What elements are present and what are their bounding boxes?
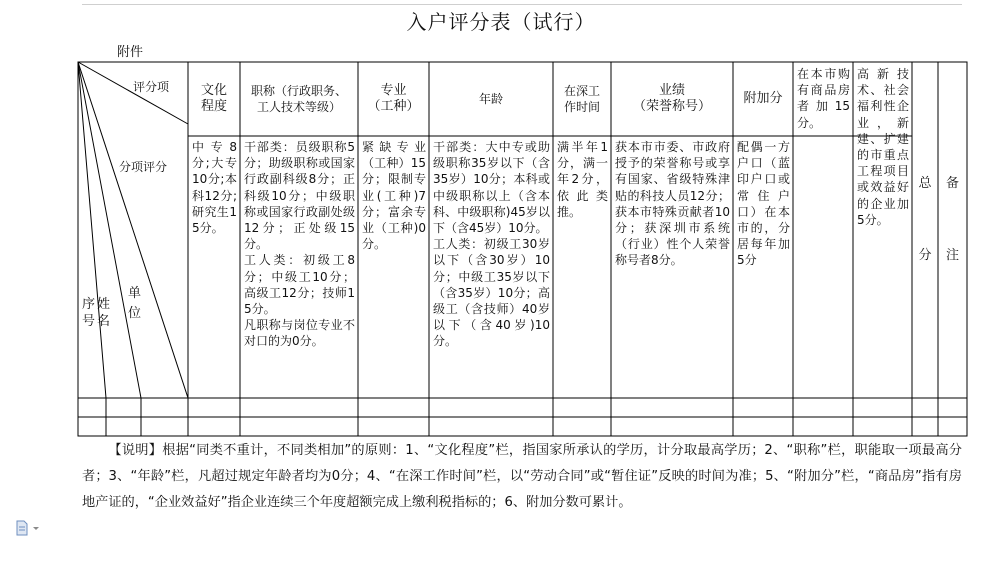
attachment-label: 附件	[117, 45, 144, 60]
corner-sub-score-label: 分项评分	[119, 160, 168, 174]
header-remark: 备 注	[945, 176, 959, 263]
body-age: 干部类：大中专或助级职称35岁以下（含35岁）10分；本科或中级职称以上（含本科、中级职称)45岁以下（含45岁）10分。 工人类：初级工30岁以下（含30岁）10分；中级工35岁以下（含35岁）10分；高级工（含技师）40岁以下（含40岁)10分。	[433, 140, 550, 349]
explanation-note: 【说明】根据“同类不重计，不同类相加”的原则：1、“文化程度”栏，指国家所承认的学历，计分取最高学历；2、“职称”栏，职能取一项最高分者；3、“年龄”栏，凡超过规定年龄者均为0分；4、“在深工作时间”栏，以“劳动合同”或“暂住证”反映的时间为准；5、“附加分”栏，“商品房”指有房地产证的，“企业效益好”指企业连续三个年度超额完成上缴利税指标的；6、附加分数可累计。	[82, 443, 962, 510]
document-icon[interactable]	[14, 520, 42, 536]
header-achievement: 业绩 （荣誉称号）	[632, 83, 711, 114]
body-enterprise-bonus: 高新技术、社会福利性企业，新建、扩建的市重点工程项目或效益好的企业加5分。	[857, 67, 909, 227]
corner-scoring-item-label: 评分项	[133, 80, 170, 94]
corner-unit-label: 单 位	[128, 286, 142, 321]
header-bonus: 附加分	[743, 91, 783, 106]
body-specialty: 紧缺专业（工种）15分；限制专业(工种)7分；富余专业（工种)0分。	[362, 140, 426, 252]
body-bonus: 配偶一方户口（蓝印户口或常住户口）在本市的，分居每年加5分	[737, 140, 790, 268]
corner-seq-label: 序 号	[82, 297, 96, 329]
corner-name-label: 姓 名	[97, 297, 111, 329]
header-education: 文化 程度	[200, 83, 227, 114]
body-title: 干部类：员级职称5分；助级职称或国家行政副科级8分；正科级10分；中级职称或国家行政副处级12分；正处级15分。 工人类：初级工8分；中级工10分；高级工12分；技师15分。 凡职称与岗位专业不对口的为0分。	[244, 140, 355, 349]
header-age: 年龄	[478, 92, 503, 106]
header-title: 职称（行政职务、 工人技术等级）	[250, 84, 347, 114]
body-education: 中专8分;大专10分;本科12分;研究生15分。	[192, 140, 237, 236]
document-title: 入户评分表（试行）	[406, 10, 596, 34]
body-achievement: 获本市市委、市政府授予的荣誉称号或享有国家、省级特殊津贴的科技人员12分；获本市特殊贡献者10分；获深圳市系统（行业）性个人荣誉称号者8分。	[615, 140, 730, 268]
header-total: 总 分	[918, 176, 932, 263]
header-specialty: 专业 （工种）	[367, 83, 420, 114]
body-work-time: 满半年1分，满一年2分，依此类推。	[557, 140, 608, 219]
header-work-time: 在深工 作时间	[563, 84, 600, 114]
body-commercial-housing: 在本市购有商品房者加15分。	[797, 67, 850, 130]
